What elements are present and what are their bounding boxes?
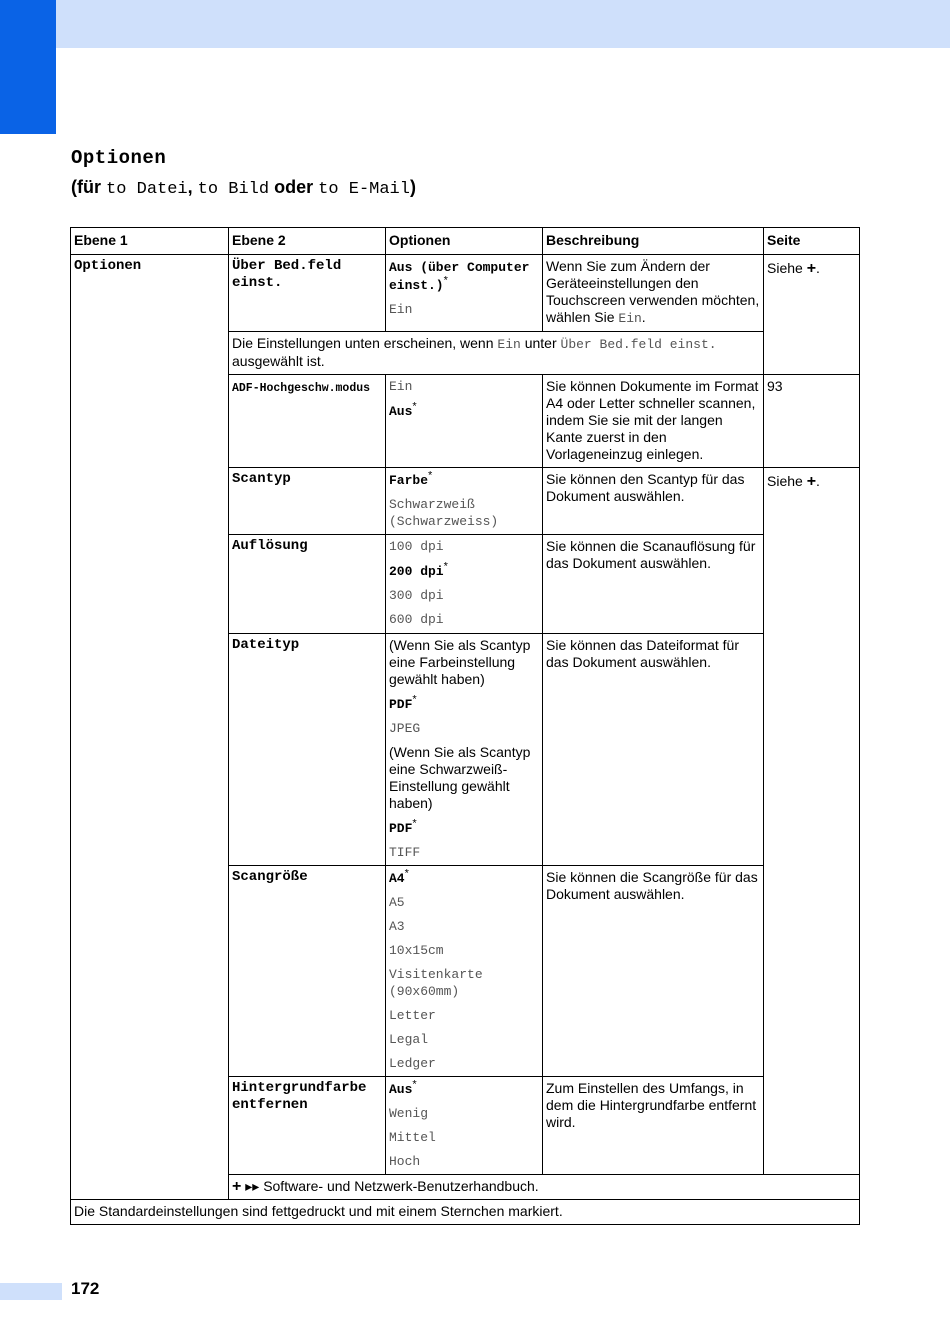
page-number: 172 xyxy=(71,1279,100,1298)
plus-icon: + xyxy=(806,260,817,277)
level2-cell: ADF-Hochgeschw.modus xyxy=(229,375,386,468)
header-optionen: Optionen xyxy=(386,228,543,255)
footer-note: Die Standardeinstellungen sind fettgedruckt und mit einem Sternchen markiert. xyxy=(71,1200,860,1225)
footer-reference: + ▸▸ Software- und Netzwerk-Benutzerhandbuch. xyxy=(229,1175,860,1200)
header-band xyxy=(0,0,950,48)
page-cell: Siehe +. xyxy=(764,468,860,1175)
level1-optionen: Optionen xyxy=(71,255,229,1200)
page-cell: Siehe +. xyxy=(764,255,860,375)
options-cell: A4* A5 A3 10x15cm Visitenkarte (90x60mm) Letter Legal Ledger xyxy=(386,866,543,1077)
description-cell: Sie können den Scantyp für das Dokument auswählen. xyxy=(543,468,764,535)
options-cell: 100 dpi 200 dpi* 300 dpi 600 dpi xyxy=(386,535,543,634)
description-cell: Sie können das Dateiformat für das Dokument auswählen. xyxy=(543,634,764,866)
options-cell: Farbe* Schwarzweiß (Schwarzweiss) xyxy=(386,468,543,535)
header-ebene2: Ebene 2 xyxy=(229,228,386,255)
level2-cell: Hintergrundfarbe entfernen xyxy=(229,1077,386,1175)
header-seite: Seite xyxy=(764,228,860,255)
chapter-tab xyxy=(0,0,56,134)
level2-cell: Scantyp xyxy=(229,468,386,535)
description-cell: Sie können die Scangröße für das Dokument auswählen. xyxy=(543,866,764,1077)
options-cell: Aus (über Computer einst.)* Ein xyxy=(386,255,543,332)
description-cell: Sie können Dokumente im Format A4 oder Letter schneller scannen, indem Sie sie mit der langen Kante zuerst in den Vorlageneinzug einlegen. xyxy=(543,375,764,468)
note-cell: Die Einstellungen unten erscheinen, wenn Ein unter Über Bed.feld einst. ausgewählt ist. xyxy=(229,332,764,375)
level2-cell: Dateityp xyxy=(229,634,386,866)
table-header-row xyxy=(71,228,860,255)
table-row xyxy=(71,255,860,332)
options-cell: Aus* Wenig Mittel Hoch xyxy=(386,1077,543,1175)
level2-cell: Scangröße xyxy=(229,866,386,1077)
options-table xyxy=(70,227,860,1225)
double-arrow-icon: ▸▸ xyxy=(245,1178,260,1194)
header-ebene1: Ebene 1 xyxy=(71,228,229,255)
description-cell: Zum Einstellen des Umfangs, in dem die Hintergrundfarbe entfernt wird. xyxy=(543,1077,764,1175)
page-cell: 93 xyxy=(764,375,860,468)
plus-icon: + xyxy=(232,1178,242,1195)
page-title: Optionen xyxy=(71,147,167,169)
plus-icon: + xyxy=(806,473,817,490)
footer-note-row xyxy=(71,1200,860,1225)
header-beschreibung: Beschreibung xyxy=(543,228,764,255)
page-subtitle: (für to Datei, to Bild oder to E-Mail) xyxy=(71,177,416,199)
page-number-band xyxy=(0,1283,62,1300)
description-cell: Wenn Sie zum Ändern der Geräteeinstellungen den Touchscreen verwenden möchten, wählen Sie Ein. xyxy=(543,255,764,332)
level2-cell: Über Bed.feld einst. xyxy=(229,255,386,332)
options-cell: Ein Aus* xyxy=(386,375,543,468)
options-cell: (Wenn Sie als Scantyp eine Farbeinstellung gewählt haben) PDF* JPEG (Wenn Sie als Scantyp eine Schwarzweiß-Einstellung gewählt haben) PDF* TIFF xyxy=(386,634,543,866)
level2-cell: Auflösung xyxy=(229,535,386,634)
description-cell: Sie können die Scanauflösung für das Dokument auswählen. xyxy=(543,535,764,634)
